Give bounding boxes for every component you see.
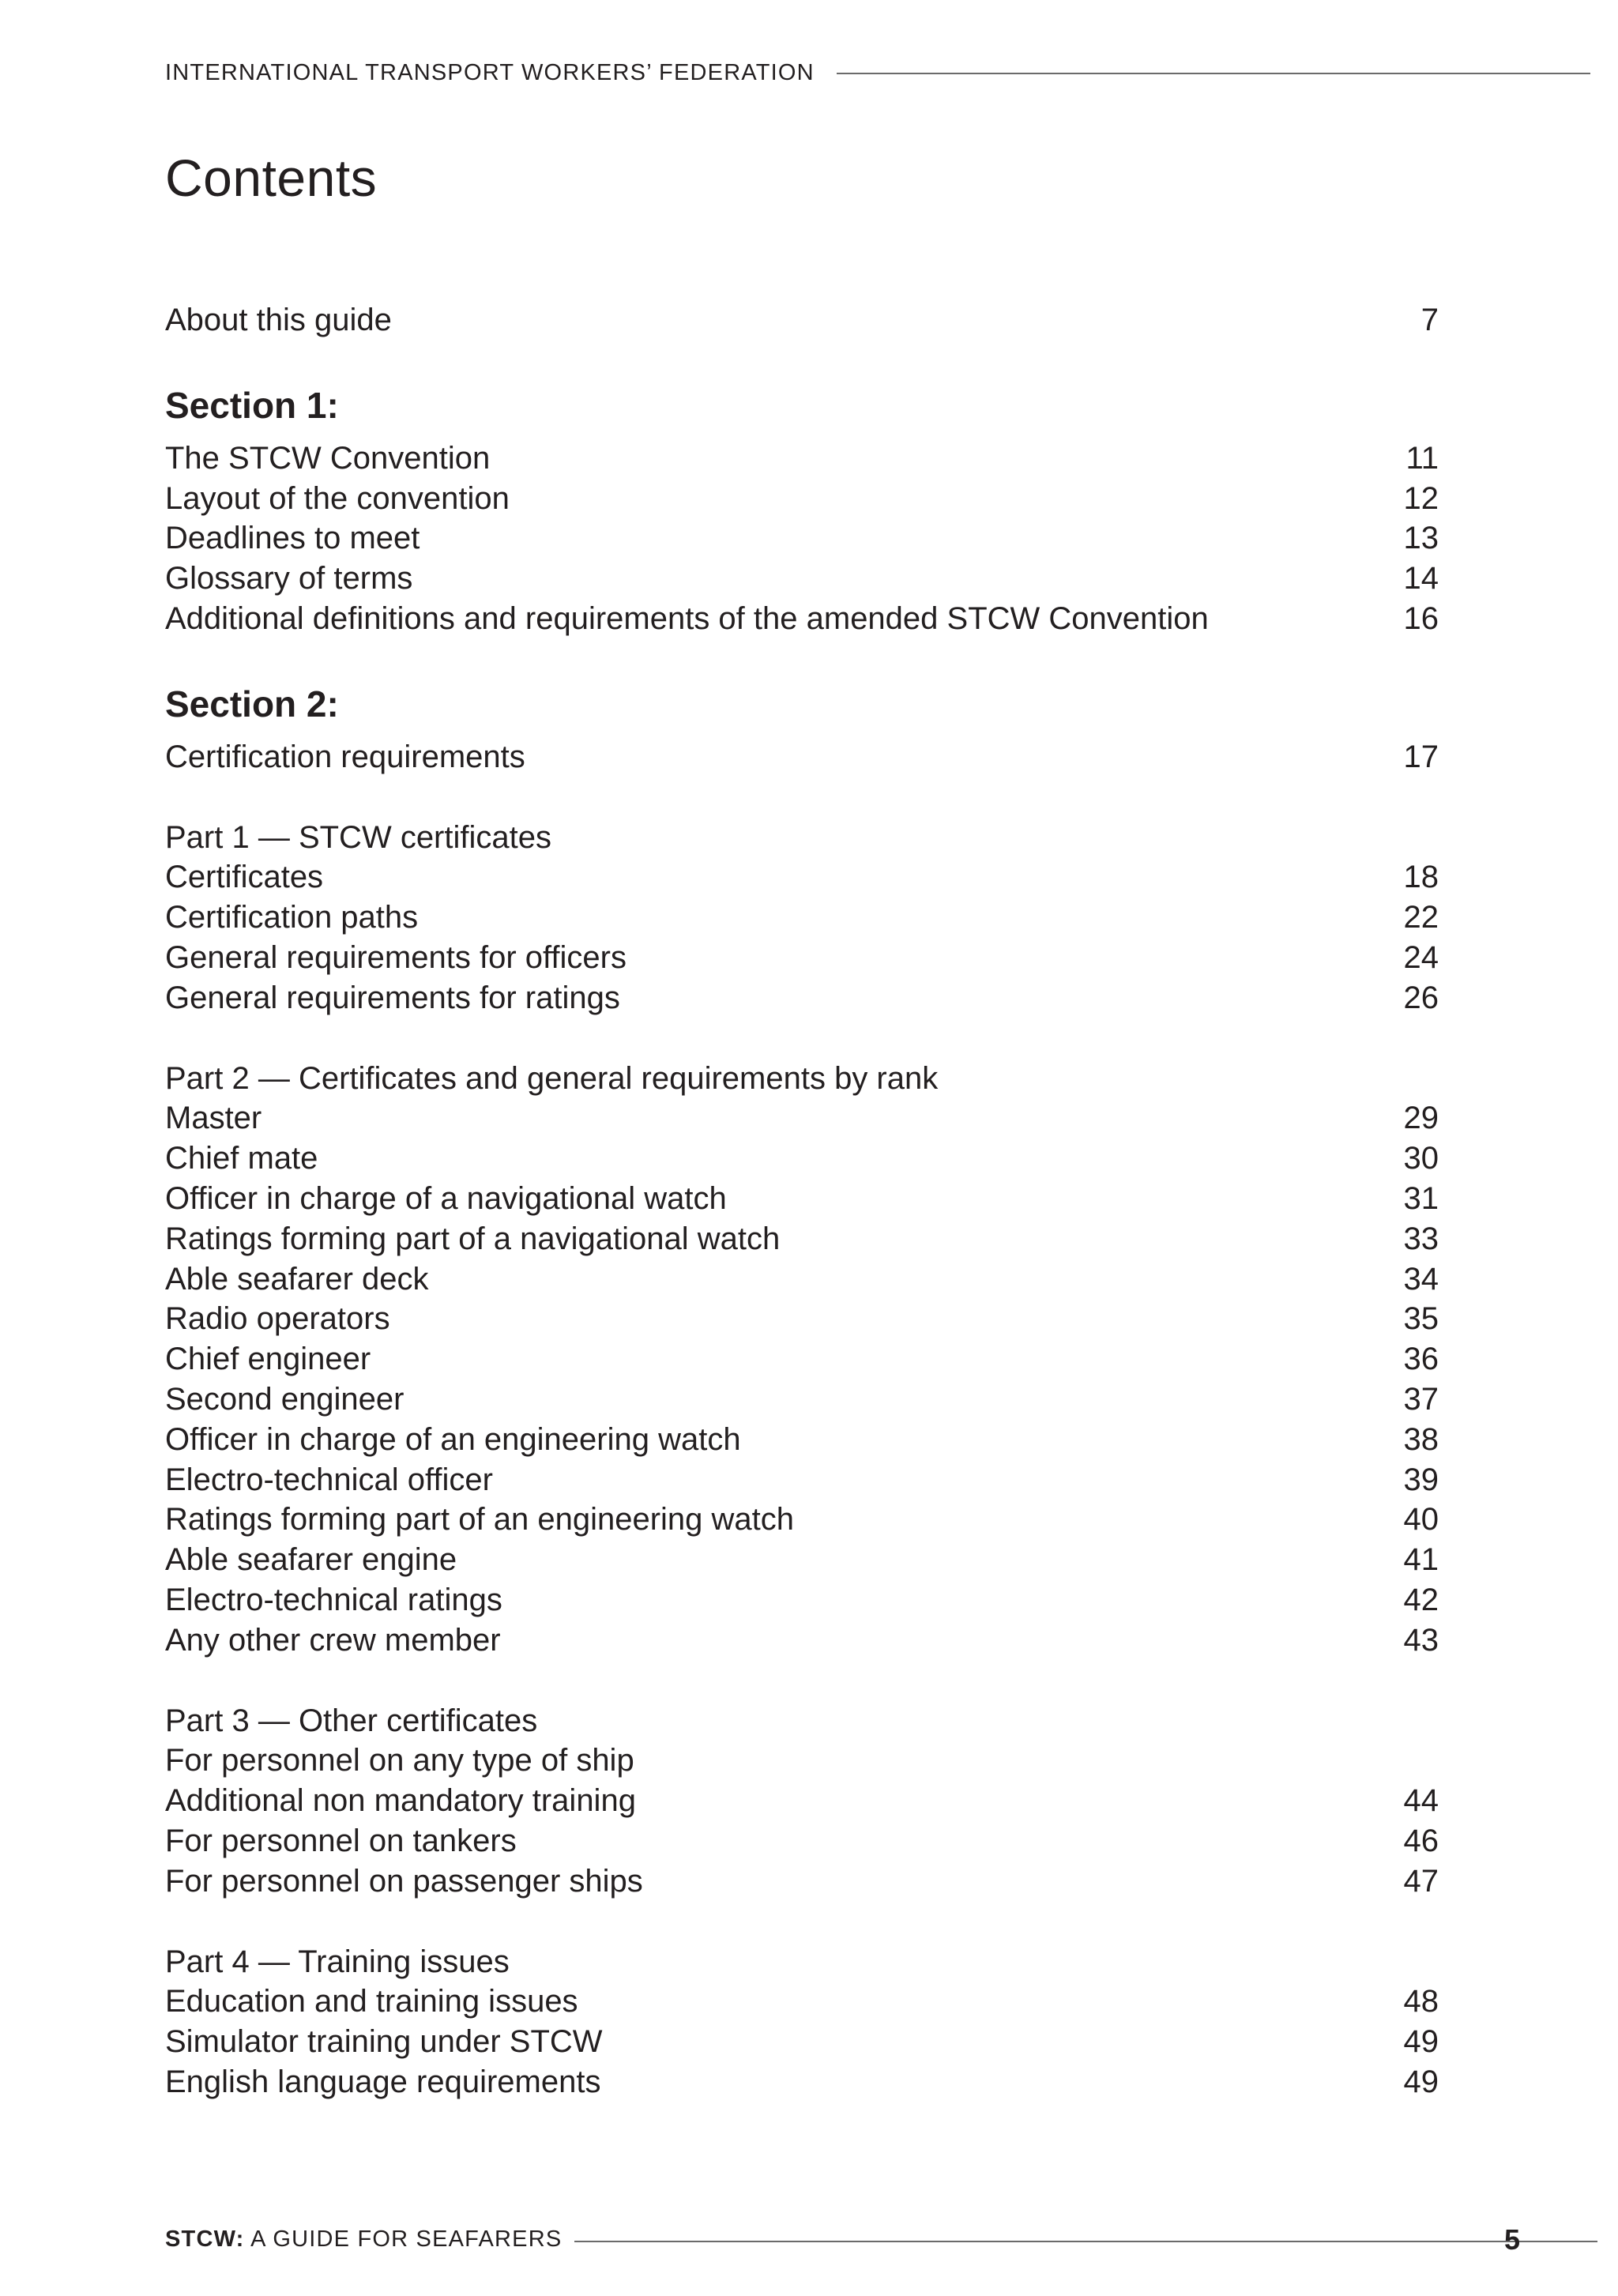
toc-entry-label: Radio operators [165,1301,390,1337]
page-title: Contents [165,149,378,207]
toc-entry-page: 26 [1403,980,1439,1015]
part-title [165,1701,1439,1741]
toc-entry-label: Ratings forming part of a navigational watch [165,1221,781,1256]
toc-entry-label: Certification paths [165,900,419,935]
toc-entry-page: 16 [1403,600,1439,636]
toc-entry-label: Master [165,1101,262,1136]
part-4 [165,1942,1439,2102]
part-title [165,1942,1439,1982]
toc-entry[interactable] [165,1781,1439,1821]
part-title [165,818,1439,858]
toc-entry-label: General requirements for ratings [165,980,620,1015]
toc-entry-label: Electro-technical officer [165,1462,493,1497]
toc-entry[interactable] [165,737,1439,777]
toc-entry-page: 43 [1403,1622,1439,1658]
toc-entry-page: 33 [1403,1221,1439,1256]
toc-entry-about[interactable] [165,300,1439,341]
toc-entry[interactable] [165,518,1439,559]
page-number: 5 [1503,2223,1520,2256]
toc-entry-page: 47 [1403,1863,1439,1899]
toc-entry[interactable] [165,599,1439,639]
toc-entry[interactable] [165,857,1439,898]
toc-entry-label: Second engineer [165,1381,404,1417]
toc-entry-page: 38 [1403,1421,1439,1457]
toc-entry[interactable] [165,1339,1439,1379]
toc-entry-page: 17 [1403,739,1439,774]
toc-entry-page: 40 [1403,1502,1439,1538]
toc-entry-page: 13 [1403,521,1439,556]
section-1 [165,383,1439,639]
toc-entry[interactable] [165,438,1439,479]
toc-entry[interactable] [165,1741,1439,1781]
part-title-label: Part 1 — STCW certificates [165,819,551,855]
toc-entry-page: 49 [1403,2064,1439,2099]
toc-entry-label: Layout of the convention [165,480,510,516]
toc-entry[interactable] [165,1139,1439,1179]
section-2 [165,682,1439,2102]
toc-entry-page: 14 [1403,561,1439,597]
toc-entry-label: Certificates [165,860,324,895]
toc-entry-page: 7 [1420,303,1439,337]
toc-entry-label: Simulator training under STCW [165,2024,603,2060]
section-heading: Section 1: [165,384,339,426]
toc-entry-page: 48 [1403,1984,1439,2019]
part-title-label: Part 2 — Certificates and general requirements by rank [165,1060,939,1096]
toc-entry-page: 35 [1403,1301,1439,1337]
toc-entry-page: 46 [1403,1823,1439,1858]
toc-entry-label: Able seafarer engine [165,1542,457,1578]
part-title-label: Part 4 — Training issues [165,1944,510,1979]
toc-entry[interactable] [165,1620,1439,1661]
toc-entry-label: Chief engineer [165,1342,371,1377]
toc-entry[interactable] [165,1580,1439,1620]
toc-entry-label: Able seafarer deck [165,1261,429,1297]
toc-entry-label: About this guide [165,303,392,337]
toc-entry-label: Ratings forming part of an engineering watch [165,1502,795,1538]
toc-entry-page: 49 [1403,2024,1439,2060]
toc-entry-label: For personnel on passenger ships [165,1863,643,1899]
publication-title-rest: A GUIDE FOR SEAFARERS [244,2226,563,2252]
toc-entry-page: 36 [1403,1342,1439,1377]
toc-entry[interactable] [165,1821,1439,1861]
toc-entry[interactable] [165,1500,1439,1540]
toc-entry-label: General requirements for officers [165,939,627,975]
header-divider [837,73,1590,74]
toc-entry-label: Additional definitions and requirements of the amended STCW Convention [165,600,1209,636]
toc-entry-page: 24 [1403,939,1439,975]
section-heading: Section 2: [165,683,339,725]
toc-entry-label: For personnel on tankers [165,1823,517,1858]
part-1 [165,818,1439,1018]
page-header [165,52,1520,93]
organization-name: INTERNATIONAL TRANSPORT WORKERS’ FEDERATION [165,59,815,85]
publication-title [165,2226,562,2253]
toc-entry[interactable] [165,1460,1439,1500]
toc-entry[interactable] [165,2062,1439,2102]
toc-entry-label: Glossary of terms [165,561,413,597]
toc-entry[interactable] [165,479,1439,519]
toc-entry-label: Education and training issues [165,1984,578,2019]
toc-entry-page: 37 [1403,1381,1439,1417]
toc-entry[interactable] [165,1540,1439,1580]
toc-entry-page: 12 [1403,480,1439,516]
toc-entry[interactable] [165,1379,1439,1420]
toc-entry-label: English language requirements [165,2064,601,2099]
toc-entry-label: Chief mate [165,1141,318,1176]
footer-divider [574,2241,1597,2242]
toc-entry[interactable] [165,559,1439,599]
page-footer [165,2223,1520,2258]
toc-entry-page: 29 [1403,1101,1439,1136]
toc-entry-page: 39 [1403,1462,1439,1497]
toc-entry[interactable] [165,1299,1439,1339]
toc-entry-page: 30 [1403,1141,1439,1176]
toc-entry-label: Additional non mandatory training [165,1783,636,1819]
part-title-label: Part 3 — Other certificates [165,1703,538,1738]
toc-entry-page: 42 [1403,1582,1439,1617]
toc-entry[interactable] [165,1219,1439,1259]
toc-entry-label: Electro-technical ratings [165,1582,502,1617]
toc-entry[interactable] [165,1420,1439,1460]
toc-entry[interactable] [165,1179,1439,1219]
toc-entry-page: 31 [1403,1180,1439,1216]
toc-entry[interactable] [165,1982,1439,2022]
toc-entry-page: 22 [1403,900,1439,935]
toc-entry-label: Officer in charge of an engineering watch [165,1421,741,1457]
table-of-contents [165,300,1439,2102]
part-2 [165,1059,1439,1661]
toc-entry-label: Officer in charge of a navigational watch [165,1180,727,1216]
toc-entry-label: The STCW Convention [165,440,491,476]
toc-entry[interactable] [165,978,1439,1018]
part-title [165,1059,1439,1099]
toc-entry-label: Deadlines to meet [165,521,420,556]
toc-entry-page: 44 [1403,1783,1439,1819]
toc-entry-page: 41 [1403,1542,1439,1578]
toc-entry-label: For personnel on any type of ship [165,1743,634,1778]
toc-entry[interactable] [165,1259,1439,1300]
toc-entry-page: 34 [1403,1261,1439,1297]
toc-entry-label: Certification requirements [165,739,525,774]
toc-entry[interactable] [165,938,1439,978]
toc-entry[interactable] [165,1098,1439,1139]
toc-entry-page: 18 [1403,860,1439,895]
toc-entry-label: Any other crew member [165,1622,501,1658]
publication-title-bold: STCW: [165,2226,245,2252]
toc-entry-page: 11 [1405,440,1439,476]
toc-entry[interactable] [165,2022,1439,2062]
part-3 [165,1701,1439,1902]
toc-entry[interactable] [165,1861,1439,1902]
toc-entry[interactable] [165,898,1439,938]
